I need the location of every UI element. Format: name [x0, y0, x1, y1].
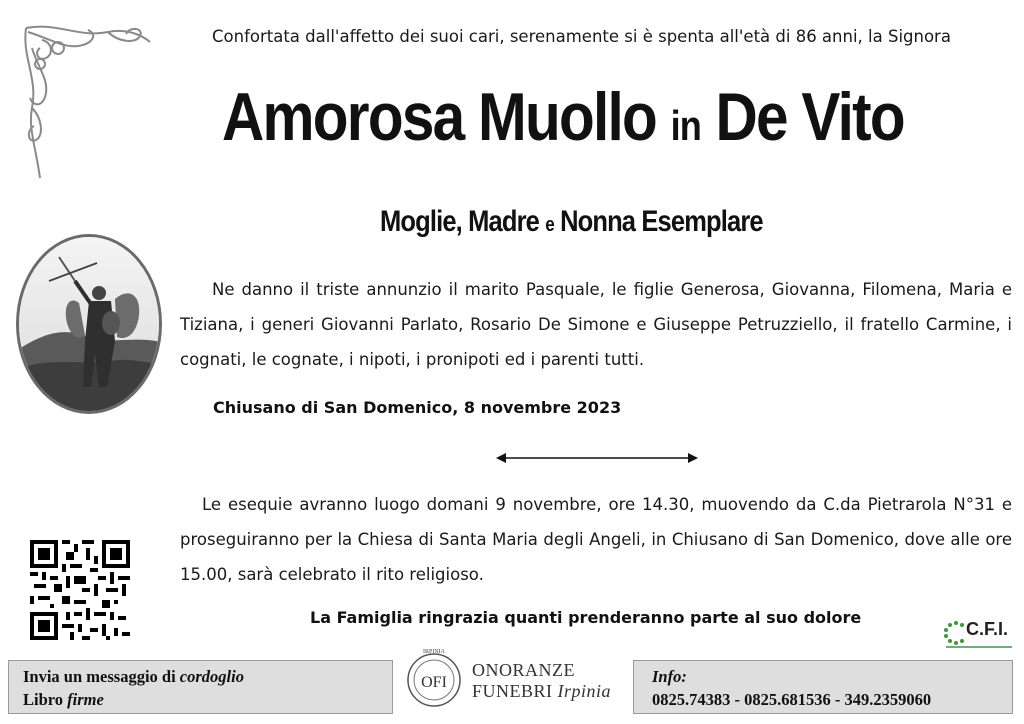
announcement-paragraph: Ne danno il triste annunzio il marito Pasquale, le figlie Generosa, Giovanna, Filomena, Maria e Tiziana, i generi Giovanni Parlato, Rosario De Simone e Giuseppe Petruzziello, il fratello Carmine, i cognati, le cognate, i nipoti, i pronipoti ed i parenti tutti. — [180, 280, 1012, 369]
saint-michael-portrait — [16, 234, 162, 414]
name-first: Amorosa Muollo — [222, 79, 657, 155]
subtitle-connector: e — [545, 214, 554, 236]
logo-mark-text: OFI — [421, 674, 447, 691]
condolence-prefix: Invia un messaggio di — [23, 667, 176, 686]
epitaph-subtitle — [380, 205, 763, 239]
qr-code-icon[interactable] — [30, 540, 130, 640]
condolence-emphasis: cordoglio — [179, 667, 244, 686]
name-connector: in — [670, 102, 701, 149]
phone-numbers[interactable]: 0825.74383 - 0825.681536 - 349.2359060 — [652, 690, 932, 709]
funeral-home-line2 — [472, 681, 611, 702]
info-box — [633, 660, 1013, 714]
deceased-name — [31, 78, 912, 156]
condolence-link[interactable] — [23, 665, 378, 688]
intro-text: Confortata dall'affetto dei suoi cari, serenamente si è spenta all'età di 86 anni, la Signora — [212, 27, 951, 46]
subtitle-part1: Moglie, Madre — [380, 205, 539, 238]
funeral-details-paragraph: Le esequie avranno luogo domani 9 novembre, ore 14.30, muovendo da C.da Pietrarola N°31 e proseguiranno per la Chiesa di Santa Maria degli Angeli, in Chiusano di San Domenico, dove alle ore 15.00, sarà celebrato il rito religioso. — [180, 495, 1012, 584]
funeral-home-logo-icon — [402, 646, 466, 710]
guestbook-link[interactable] — [23, 688, 378, 711]
place-date: Chiusano di San Domenico, 8 novembre 2023 — [213, 398, 622, 417]
logo-top-text: IRPINIA — [423, 649, 445, 655]
double-arrow-icon — [496, 450, 698, 466]
name-last: De Vito — [715, 79, 904, 155]
info-label: Info: — [652, 667, 687, 686]
funeral-home-line1: ONORANZE — [472, 660, 575, 680]
guestbook-emphasis: firme — [67, 690, 104, 709]
funeral-home-line2-prefix: FUNEBRI — [472, 681, 553, 701]
guestbook-prefix: Libro — [23, 690, 64, 709]
funeral-home-line2-emphasis: Irpinia — [557, 681, 612, 701]
subtitle-part2: Nonna Esemplare — [560, 205, 763, 238]
thanks-text: La Famiglia ringrazia quanti prenderanno parte al suo dolore — [310, 608, 862, 627]
condolence-box[interactable] — [8, 660, 393, 714]
cfi-badge-text: C.F.I. — [966, 619, 1009, 639]
funeral-home-name — [472, 660, 611, 702]
